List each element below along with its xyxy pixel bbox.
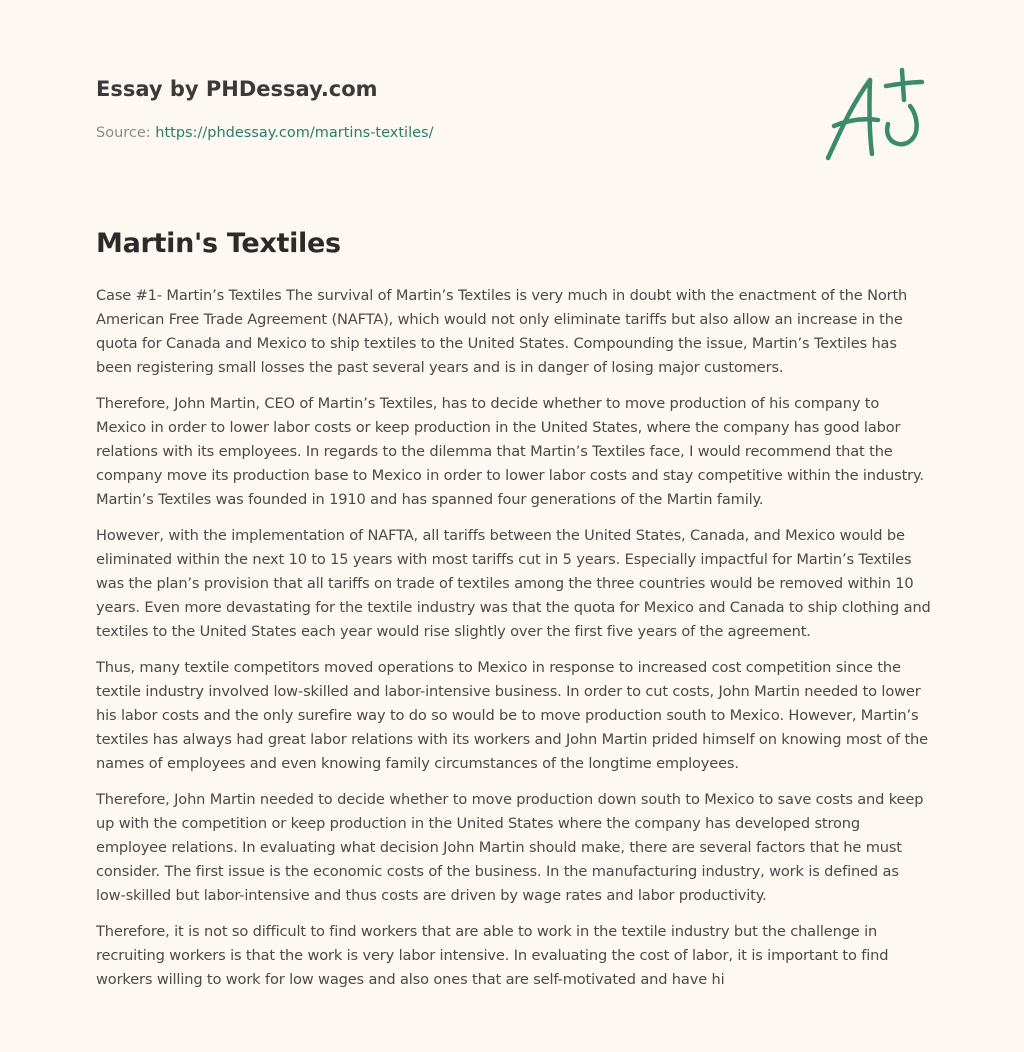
paragraph: Case #1- Martin’s Textiles The survival of Martin’s Textiles is very much in doubt with the enactment of the North American Free Trade Agreement (NAFTA), which would not only eliminate tariffs but also allow an increase in the quota for Canada and Mexico to ship textiles to the United States. Compounding the issue, Martin’s Textiles has been registering small losses the past several years and is in danger of losing major customers. [96, 287, 908, 376]
paragraph: Thus, many textile competitors moved operations to Mexico in response to increased cost competition since the textile industry involved low-skilled and labor-intensive business. In order to cut costs, John Martin needed to lower his labor costs and the only surefire way to do so would be to move production south to Mexico. However, Martin’s textiles has always had great labor relations with its workers and John Martin prided himself on knowing most of the names of employees and even knowing family circumstances of the longtime employees. [96, 659, 928, 772]
paragraph: Therefore, it is not so difficult to find workers that are able to work in the textile industry but the challenge in recruiting workers is that the work is very labor intensive. In evaluating the cost of labor, it is important to find workers willing to work for low wages and also ones that are self-motivated and have hi [96, 923, 889, 988]
a-plus-grade-icon [822, 66, 928, 166]
essay-title: Martin's Textiles [96, 228, 341, 259]
source-label: Source: [96, 125, 156, 141]
brand-title: Essay by PHDessay.com [96, 77, 378, 101]
source-link[interactable]: https://phdessay.com/martins-textiles/ [155, 125, 434, 141]
page-header [96, 72, 696, 144]
essay-body [96, 284, 932, 1004]
paragraph: Therefore, John Martin, CEO of Martin’s Textiles, has to decide whether to move production of his company to Mexico in order to lower labor costs or keep production in the United States, where the company has good labor relations with its employees. In regards to the dilemma that Martin’s Textiles face, I would recommend that the company move its production base to Mexico in order to lower labor costs and stay competitive within the industry. Martin’s Textiles was founded in 1910 and has spanned four generations of the Martin family. [96, 395, 924, 508]
source-line [96, 122, 696, 144]
paragraph: However, with the implementation of NAFTA, all tariffs between the United States, Canada, and Mexico would be eliminated within the next 10 to 15 years with most tariffs cut in 5 years. Especially impactful for Martin’s Textiles was the plan’s provision that all tariffs on trade of textiles among the three countries would be removed within 10 years. Even more devastating for the textile industry was that the quota for Mexico and Canada to ship clothing and textiles to the United States each year would rise slightly over the first five years of the agreement. [96, 527, 931, 640]
paragraph: Therefore, John Martin needed to decide whether to move production down south to Mexico to save costs and keep up with the competition or keep production in the United States where the company has developed strong employee relations. In evaluating what decision John Martin should make, there are several factors that he must consider. The first issue is the economic costs of the business. In the manufacturing industry, work is defined as low-skilled but labor-intensive and thus costs are driven by wage rates and labor productivity. [96, 791, 924, 904]
